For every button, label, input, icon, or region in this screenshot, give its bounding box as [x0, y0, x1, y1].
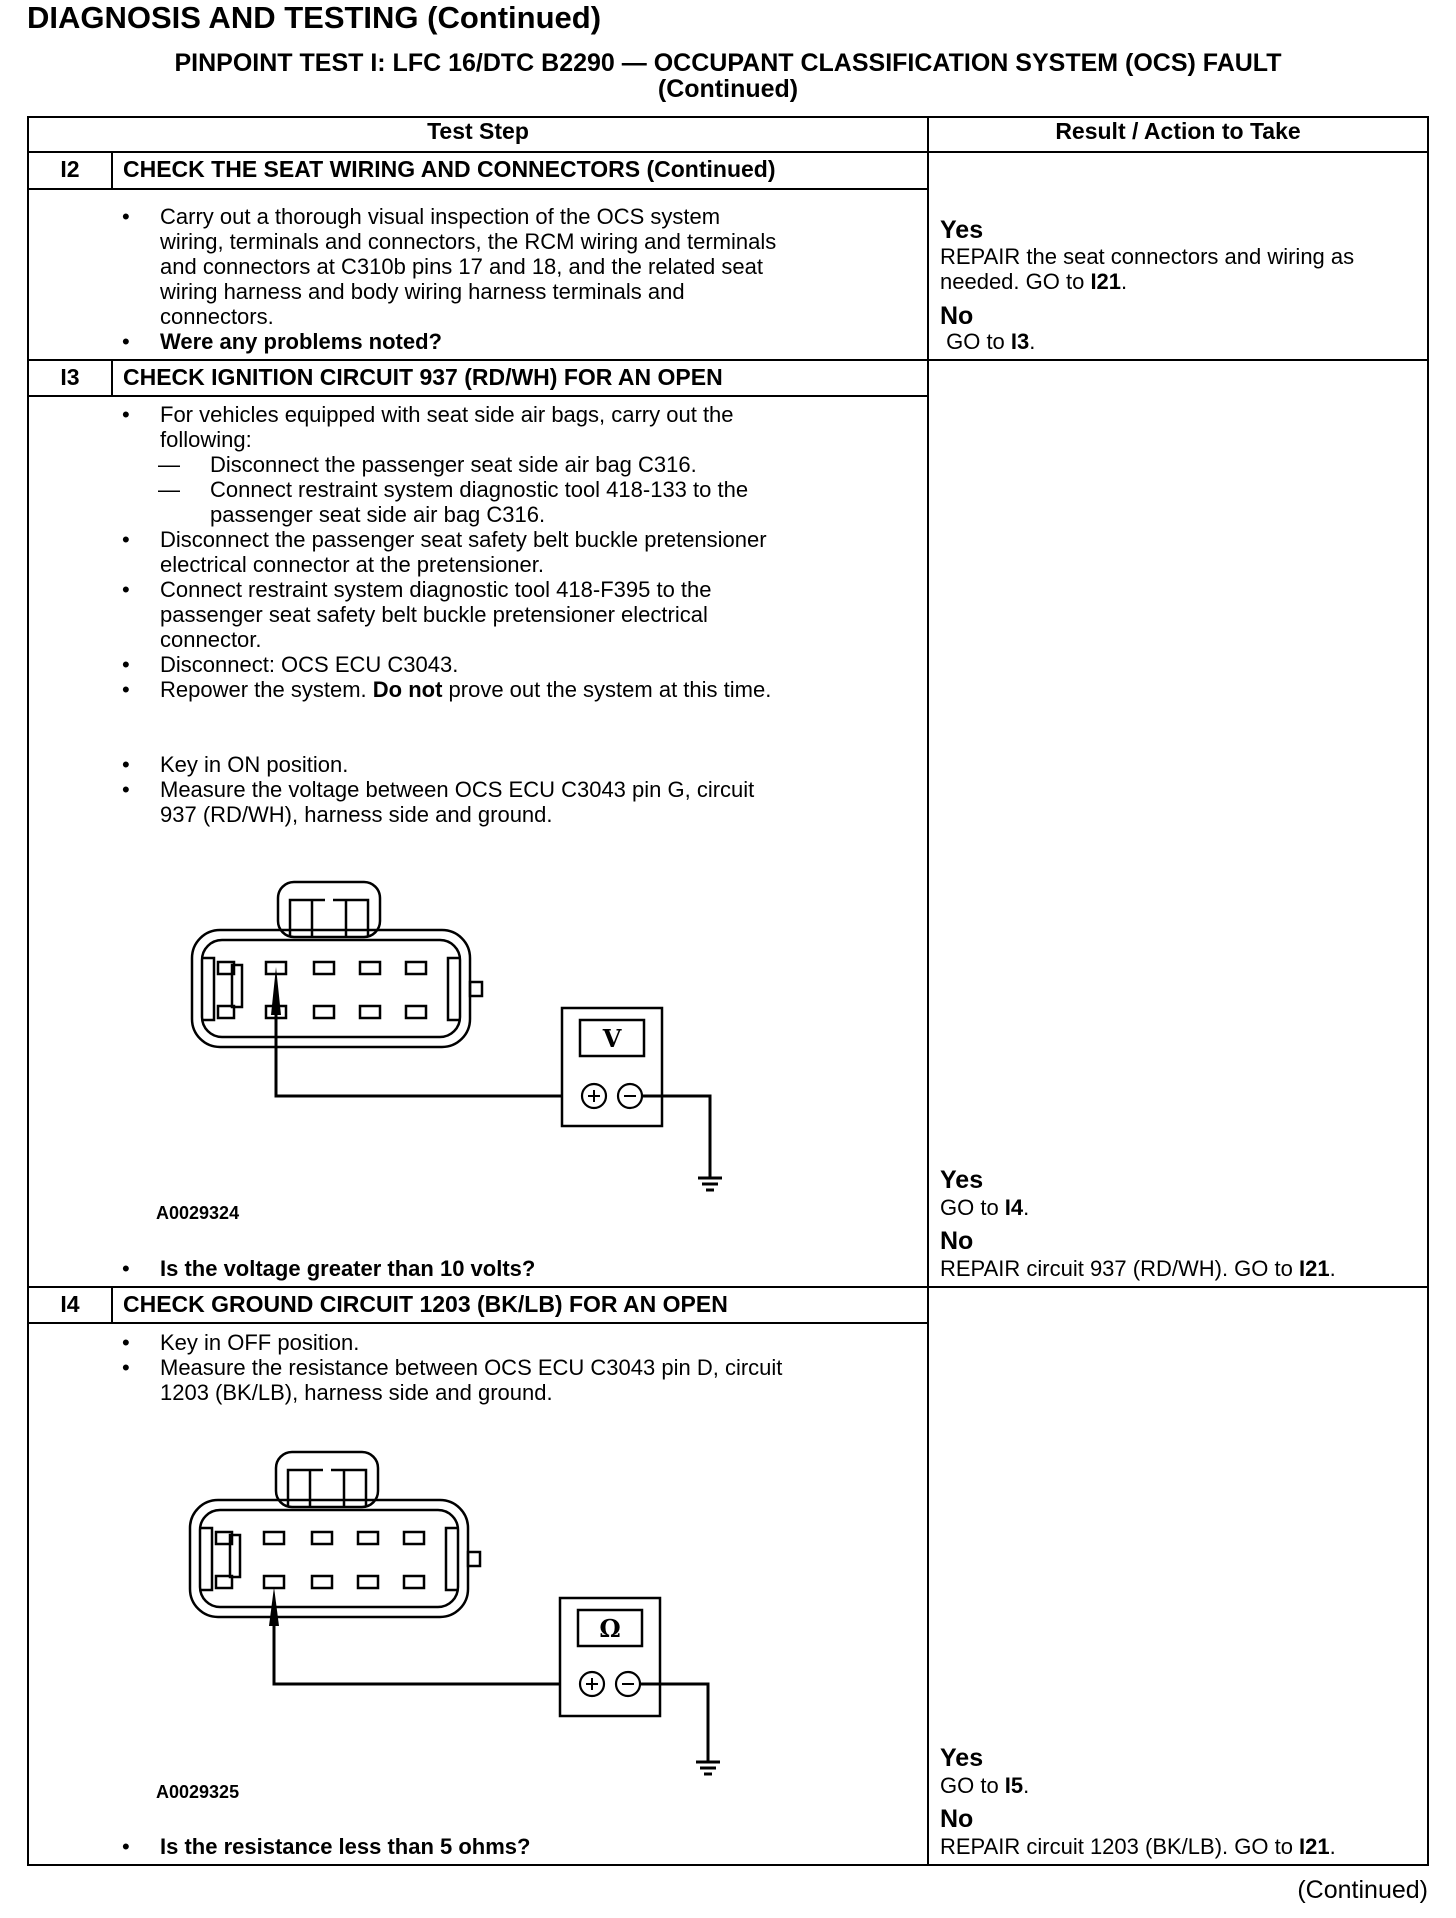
i3-line: For vehicles equipped with seat side air bags, carry out the: [160, 402, 734, 427]
i4-line: 1203 (BK/LB), harness side and ground.: [160, 1380, 553, 1405]
column-header-test-step: Test Step: [427, 118, 529, 144]
i3-question: Is the voltage greater than 10 volts?: [160, 1256, 536, 1281]
bullet: •: [122, 652, 130, 677]
i2-line-3: and connectors at C310b pins 17 and 18, and the related seat: [160, 254, 763, 279]
pinpoint-test-title-line1: PINPOINT TEST I: LFC 16/DTC B2290 — OCCUPANT CLASSIFICATION SYSTEM (OCS) FAULT: [174, 49, 1282, 77]
text: .: [1023, 1773, 1030, 1798]
i4-row-divider: [27, 1286, 1429, 1288]
page-title: DIAGNOSIS AND TESTING (Continued): [27, 0, 602, 35]
bullet: •: [122, 527, 130, 552]
i2-line-2: wiring, terminals and connectors, the RCM wiring and terminals: [160, 229, 777, 254]
meter-symbol-v: V: [602, 1024, 622, 1053]
ground-symbol: [642, 1096, 722, 1190]
i4-yes-label: Yes: [940, 1744, 984, 1772]
step-id-i2: I2: [60, 156, 80, 182]
i2-heading-divider: [27, 188, 929, 190]
i3-line: Key in ON position.: [160, 752, 349, 777]
step-ref: I3: [1010, 329, 1030, 354]
i2-no-label: No: [940, 302, 974, 330]
column-header-result: Result / Action to Take: [1055, 118, 1301, 144]
dash: —: [158, 452, 180, 477]
table-border-right: [1427, 116, 1429, 1866]
i4-line: Key in OFF position.: [160, 1330, 360, 1355]
i3-line: 937 (RD/WH), harness side and ground.: [160, 802, 553, 827]
i3-line: Disconnect the passenger seat side air bag C316.: [210, 452, 697, 477]
i3-line: Connect restraint system diagnostic tool 418-133 to the: [210, 477, 749, 502]
i3-line: Disconnect: OCS ECU C3043.: [160, 652, 459, 677]
text: .: [1121, 269, 1128, 294]
voltmeter: [562, 1008, 662, 1126]
i3-line: [160, 677, 771, 702]
ground-symbol: [640, 1684, 720, 1774]
i3-line: electrical connector at the pretensioner.: [160, 552, 545, 577]
connector-c3043: [192, 882, 482, 1047]
step-heading-i2: CHECK THE SEAT WIRING AND CONNECTORS (Continued): [123, 156, 776, 182]
text: prove out the system at this time.: [442, 677, 772, 702]
i3-yes-action: [940, 1195, 1029, 1220]
text: GO to: [940, 1773, 1005, 1798]
bullet: •: [122, 204, 130, 229]
text: Repower the system.: [160, 677, 373, 702]
text: .: [1029, 329, 1036, 354]
step-ref: I4: [1004, 1195, 1024, 1220]
bullet: •: [122, 577, 130, 602]
step-id-i4: I4: [60, 1291, 80, 1317]
i3-heading-divider: [27, 395, 929, 397]
text: REPAIR circuit 937 (RD/WH). GO to: [940, 1256, 1299, 1281]
i4-heading-divider: [27, 1322, 929, 1324]
pinpoint-test-title: [0, 50, 1456, 102]
resistance-test-diagram: [178, 1440, 738, 1780]
i2-line-5: connectors.: [160, 304, 274, 329]
i2-yes-label: Yes: [940, 216, 984, 244]
bullet: •: [122, 1834, 130, 1859]
i3-yes-label: Yes: [940, 1166, 984, 1194]
bullet: •: [122, 777, 130, 802]
i4-no-action: [940, 1834, 1336, 1859]
i4-question: Is the resistance less than 5 ohms?: [160, 1834, 531, 1859]
text: .: [1329, 1256, 1336, 1281]
voltmeter-probe: [271, 967, 562, 1096]
step-ref: I21: [1090, 269, 1122, 294]
i3-line: Disconnect the passenger seat safety belt buckle pretensioner: [160, 527, 767, 552]
continued-note: (Continued): [1297, 1876, 1428, 1904]
bullet: •: [122, 329, 130, 354]
i3-line: passenger seat side air bag C316.: [210, 502, 546, 527]
step-heading-i4: CHECK GROUND CIRCUIT 1203 (BK/LB) FOR AN OPEN: [123, 1291, 728, 1317]
i3-row-divider: [27, 359, 1429, 361]
i3-line: connector.: [160, 627, 262, 652]
step-heading-i3: CHECK IGNITION CIRCUIT 937 (RD/WH) FOR AN OPEN: [123, 364, 723, 390]
i3-no-action: [940, 1256, 1336, 1281]
i2-line-1: Carry out a thorough visual inspection of the OCS system: [160, 204, 721, 229]
bullet: •: [122, 1330, 130, 1355]
i3-line: Measure the voltage between OCS ECU C3043 pin G, circuit: [160, 777, 755, 802]
step-ref: I5: [1004, 1773, 1024, 1798]
i2-yes-action-line1: REPAIR the seat connectors and wiring as: [940, 244, 1355, 269]
text: REPAIR circuit 1203 (BK/LB). GO to: [940, 1834, 1300, 1859]
bullet: •: [122, 752, 130, 777]
i2-line-4: wiring harness and body wiring harness terminals and: [160, 279, 685, 304]
bullet: •: [122, 402, 130, 427]
ohmmeter: [560, 1598, 660, 1716]
meter-symbol-ohm: Ω: [599, 1614, 621, 1643]
i3-line: following:: [160, 427, 252, 452]
i2-question: Were any problems noted?: [160, 329, 442, 354]
text: needed. GO to: [940, 269, 1091, 294]
table-border-bottom: [27, 1864, 1429, 1866]
step-ref: I21: [1299, 1834, 1330, 1859]
bullet: •: [122, 1355, 130, 1380]
bullet: •: [122, 1256, 130, 1281]
figure-code-a0029325: A0029325: [156, 1782, 240, 1802]
connector-c3043: [190, 1452, 480, 1617]
i2-yes-action-line2: [940, 269, 1127, 294]
i2-no-action: [940, 329, 1035, 354]
step-id-i3: I3: [60, 364, 80, 390]
emphasis: Do not: [372, 677, 443, 702]
column-divider: [927, 116, 929, 1866]
i3-line: passenger seat safety belt buckle pretensioner electrical: [160, 602, 708, 627]
text: GO to: [940, 1195, 1005, 1220]
i4-yes-action: [940, 1773, 1029, 1798]
header-divider: [27, 151, 1429, 153]
i3-line: Connect restraint system diagnostic tool 418-F395 to the: [160, 577, 712, 602]
text: GO to: [940, 329, 1011, 354]
ohmmeter-probe: [269, 1587, 560, 1684]
step-ref: I21: [1298, 1256, 1330, 1281]
i4-line: Measure the resistance between OCS ECU C3043 pin D, circuit: [160, 1355, 783, 1380]
i3-no-label: No: [940, 1227, 974, 1255]
pinpoint-test-title-line2: (Continued): [657, 75, 799, 103]
text: .: [1329, 1834, 1336, 1859]
voltage-test-diagram: [180, 870, 740, 1200]
text: .: [1023, 1195, 1030, 1220]
i4-no-label: No: [940, 1805, 974, 1833]
dash: —: [158, 477, 180, 502]
figure-code-a0029324: A0029324: [156, 1203, 240, 1223]
bullet: •: [122, 677, 130, 702]
